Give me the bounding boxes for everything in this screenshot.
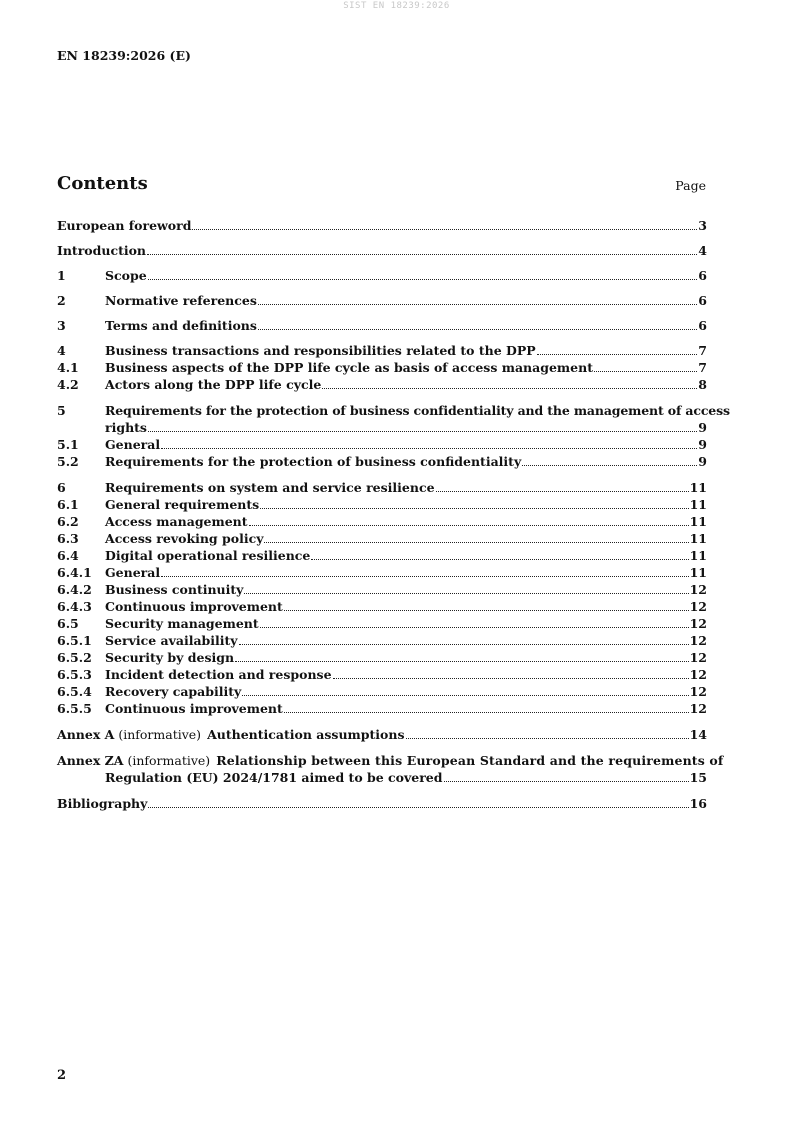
toc-entry-title: Recovery capability [105,684,242,699]
toc-entry[interactable] [57,546,707,564]
page-number: 2 [57,1068,67,1083]
toc-entry-number: 4 [57,343,66,358]
dot-leader [284,701,689,717]
toc-entry-title: Digital operational resilience [105,548,311,563]
toc-entry-page: 4 [698,243,707,258]
toc-entry-page: 12 [689,667,707,682]
toc-entry-title: Access management [105,514,248,529]
toc-entry-number: 6.5.1 [57,633,92,648]
toc-entry[interactable] [57,631,707,649]
toc-entry-page: 12 [689,701,707,716]
toc-entry-number: 6.5 [57,616,79,631]
toc-entry-page: 14 [689,727,707,742]
toc-entry-title: Requirements for the protection of business confidentiality [105,454,522,469]
toc-entry-title: European foreword [57,218,192,233]
toc-entry-title: Service availability [105,633,238,648]
toc-entry[interactable] [57,648,707,666]
toc-entry[interactable] [57,216,707,234]
toc-entry[interactable] [57,597,707,615]
toc-entry-number: 6.3 [57,531,79,546]
toc-entry[interactable] [57,512,707,530]
toc-entry-title: Continuous improvement [105,701,283,716]
toc-entry-number: 3 [57,318,66,333]
toc-entry-page: 11 [689,480,707,495]
toc-entry[interactable] [57,614,707,632]
toc-entry-page: 11 [689,514,707,529]
dot-leader [436,480,689,496]
dot-leader [406,727,689,743]
toc-entry[interactable] [57,682,707,700]
dot-leader [284,599,689,615]
dot-leader [444,770,689,786]
toc-entry-number: 4.2 [57,377,79,392]
dot-leader [148,796,688,812]
toc-entry[interactable] [57,452,707,470]
toc-entry[interactable] [57,580,707,598]
dot-leader [537,343,698,359]
dot-leader [244,582,688,598]
toc-annex-a[interactable] [57,725,707,743]
toc-entry-number: 6.5.5 [57,701,92,716]
toc-entry-page: 7 [698,360,707,375]
toc-entry[interactable] [57,358,707,376]
toc-entry-page: 11 [689,548,707,563]
dot-leader [522,454,697,470]
toc-entry[interactable] [57,341,707,359]
toc-entry[interactable] [57,665,707,683]
annex-title: Authentication assumptions [207,727,405,742]
toc-entry[interactable] [57,291,707,309]
toc-entry-page: 9 [698,437,707,452]
toc-entry-page: 12 [689,650,707,665]
dot-leader [264,531,688,547]
toc-entry-number: 2 [57,293,66,308]
toc-entry[interactable] [57,495,707,513]
toc-entry-title: Requirements on system and service resilience [105,480,435,495]
dot-leader [333,667,689,683]
toc-bibliography[interactable] [57,794,707,812]
toc-entry-title: General [105,565,161,580]
dot-leader [258,293,697,309]
toc-entry-number: 6.5.4 [57,684,92,699]
toc-entry-page: 12 [689,582,707,597]
toc-entry-title: Business continuity [105,582,244,597]
toc-entry-page: 8 [698,377,707,392]
dot-leader [161,565,688,581]
dot-leader [161,437,697,453]
toc-annex-za[interactable] [57,751,724,769]
dot-leader [594,360,697,376]
toc-entry-page: 15 [689,770,707,785]
toc-entry-title: Security management [105,616,259,631]
dot-leader [148,420,697,436]
dot-leader [322,377,697,393]
toc-entry-page: 12 [689,616,707,631]
toc-entry[interactable] [57,478,707,496]
annex-informative: (informative) [118,727,202,742]
annex-title-line1: Relationship between this European Standard and the requirements of [216,753,724,768]
toc-entry[interactable] [57,563,707,581]
dot-leader [192,218,697,234]
toc-entry-number: 5 [57,403,66,418]
toc-entry-page: 7 [698,343,707,358]
annex-title-line2: Regulation (EU) 2024/1781 aimed to be covered [105,770,443,785]
dot-leader [147,243,697,259]
toc-entry-title: Scope [105,268,147,283]
dot-leader [249,514,689,530]
toc-entry-number: 4.1 [57,360,79,375]
toc-entry-page: 11 [689,531,707,546]
toc-entry-title: Requirements for the protection of business confidentiality and the management of access [105,403,730,418]
toc-entry-number: 6.4.2 [57,582,92,597]
watermark: SIST EN 18239:2026 [343,1,450,11]
toc-entry-number: 5.1 [57,437,79,452]
toc-entry-number: 6.5.3 [57,667,92,682]
toc-entry[interactable] [57,266,707,284]
toc-entry-number: 6.4.3 [57,599,92,614]
dot-leader [260,616,689,632]
toc-annex-za-continuation[interactable] [57,768,707,786]
dot-leader [311,548,688,564]
toc-entry-page: 12 [689,684,707,699]
toc-entry[interactable] [57,435,707,453]
toc-entry[interactable] [57,529,707,547]
dot-leader [242,684,688,700]
toc-entry-title: Terms and definitions [105,318,257,333]
toc-entry-title: General requirements [105,497,260,512]
toc-entry-title: Security by design [105,650,235,665]
toc-entry-page: 9 [698,420,707,435]
toc-entry-page: 11 [689,565,707,580]
document-id: EN 18239:2026 (E) [57,48,191,63]
toc-entry-title: Business transactions and responsibilities related to the DPP [105,343,536,358]
toc-entry-page: 3 [698,218,707,233]
toc-entry-title: Introduction [57,243,147,258]
dot-leader [148,268,698,284]
dot-leader [235,650,689,666]
toc-entry-title: General [105,437,161,452]
toc-entry-title: rights [105,420,147,435]
toc-entry-page: 6 [698,268,707,283]
toc-entry-number: 6.5.2 [57,650,92,665]
toc-entry[interactable] [57,401,730,419]
toc-entry-number: 1 [57,268,66,283]
toc-entry[interactable] [57,241,707,259]
dot-leader [258,318,697,334]
toc-entry-page: 11 [689,497,707,512]
toc-entry-number: 6.4 [57,548,79,563]
toc-entry-page: 16 [689,796,707,811]
toc-entry-continuation[interactable] [57,418,707,436]
toc-entry-title: Incident detection and response [105,667,332,682]
annex-label: Annex A [57,727,115,742]
toc-entry-number: 6.4.1 [57,565,92,580]
toc-entry-page: 6 [698,318,707,333]
dot-leader [260,497,688,513]
annex-label: Annex ZA [57,753,124,768]
toc-entry-title: Bibliography [57,796,148,811]
toc-entry[interactable] [57,375,707,393]
toc-entry-title: Business aspects of the DPP life cycle as basis of access management [105,360,593,375]
page-column-heading: Page [675,178,706,193]
toc-entry-page: 12 [689,633,707,648]
toc-entry-number: 6 [57,480,66,495]
toc-entry-page: 12 [689,599,707,614]
toc-entry-title: Access revoking policy [105,531,264,546]
toc-entry[interactable] [57,699,707,717]
annex-informative: (informative) [127,753,211,768]
toc-entry-number: 6.1 [57,497,79,512]
toc-entry-title: Normative references [105,293,257,308]
toc-entry-page: 9 [698,454,707,469]
toc-entry[interactable] [57,316,707,334]
toc-entry-page: 6 [698,293,707,308]
toc-entry-number: 5.2 [57,454,79,469]
toc-entry-number: 6.2 [57,514,79,529]
toc-entry-title: Actors along the DPP life cycle [105,377,322,392]
toc-entry-title: Continuous improvement [105,599,283,614]
contents-heading: Contents [57,173,148,194]
dot-leader [239,633,689,649]
